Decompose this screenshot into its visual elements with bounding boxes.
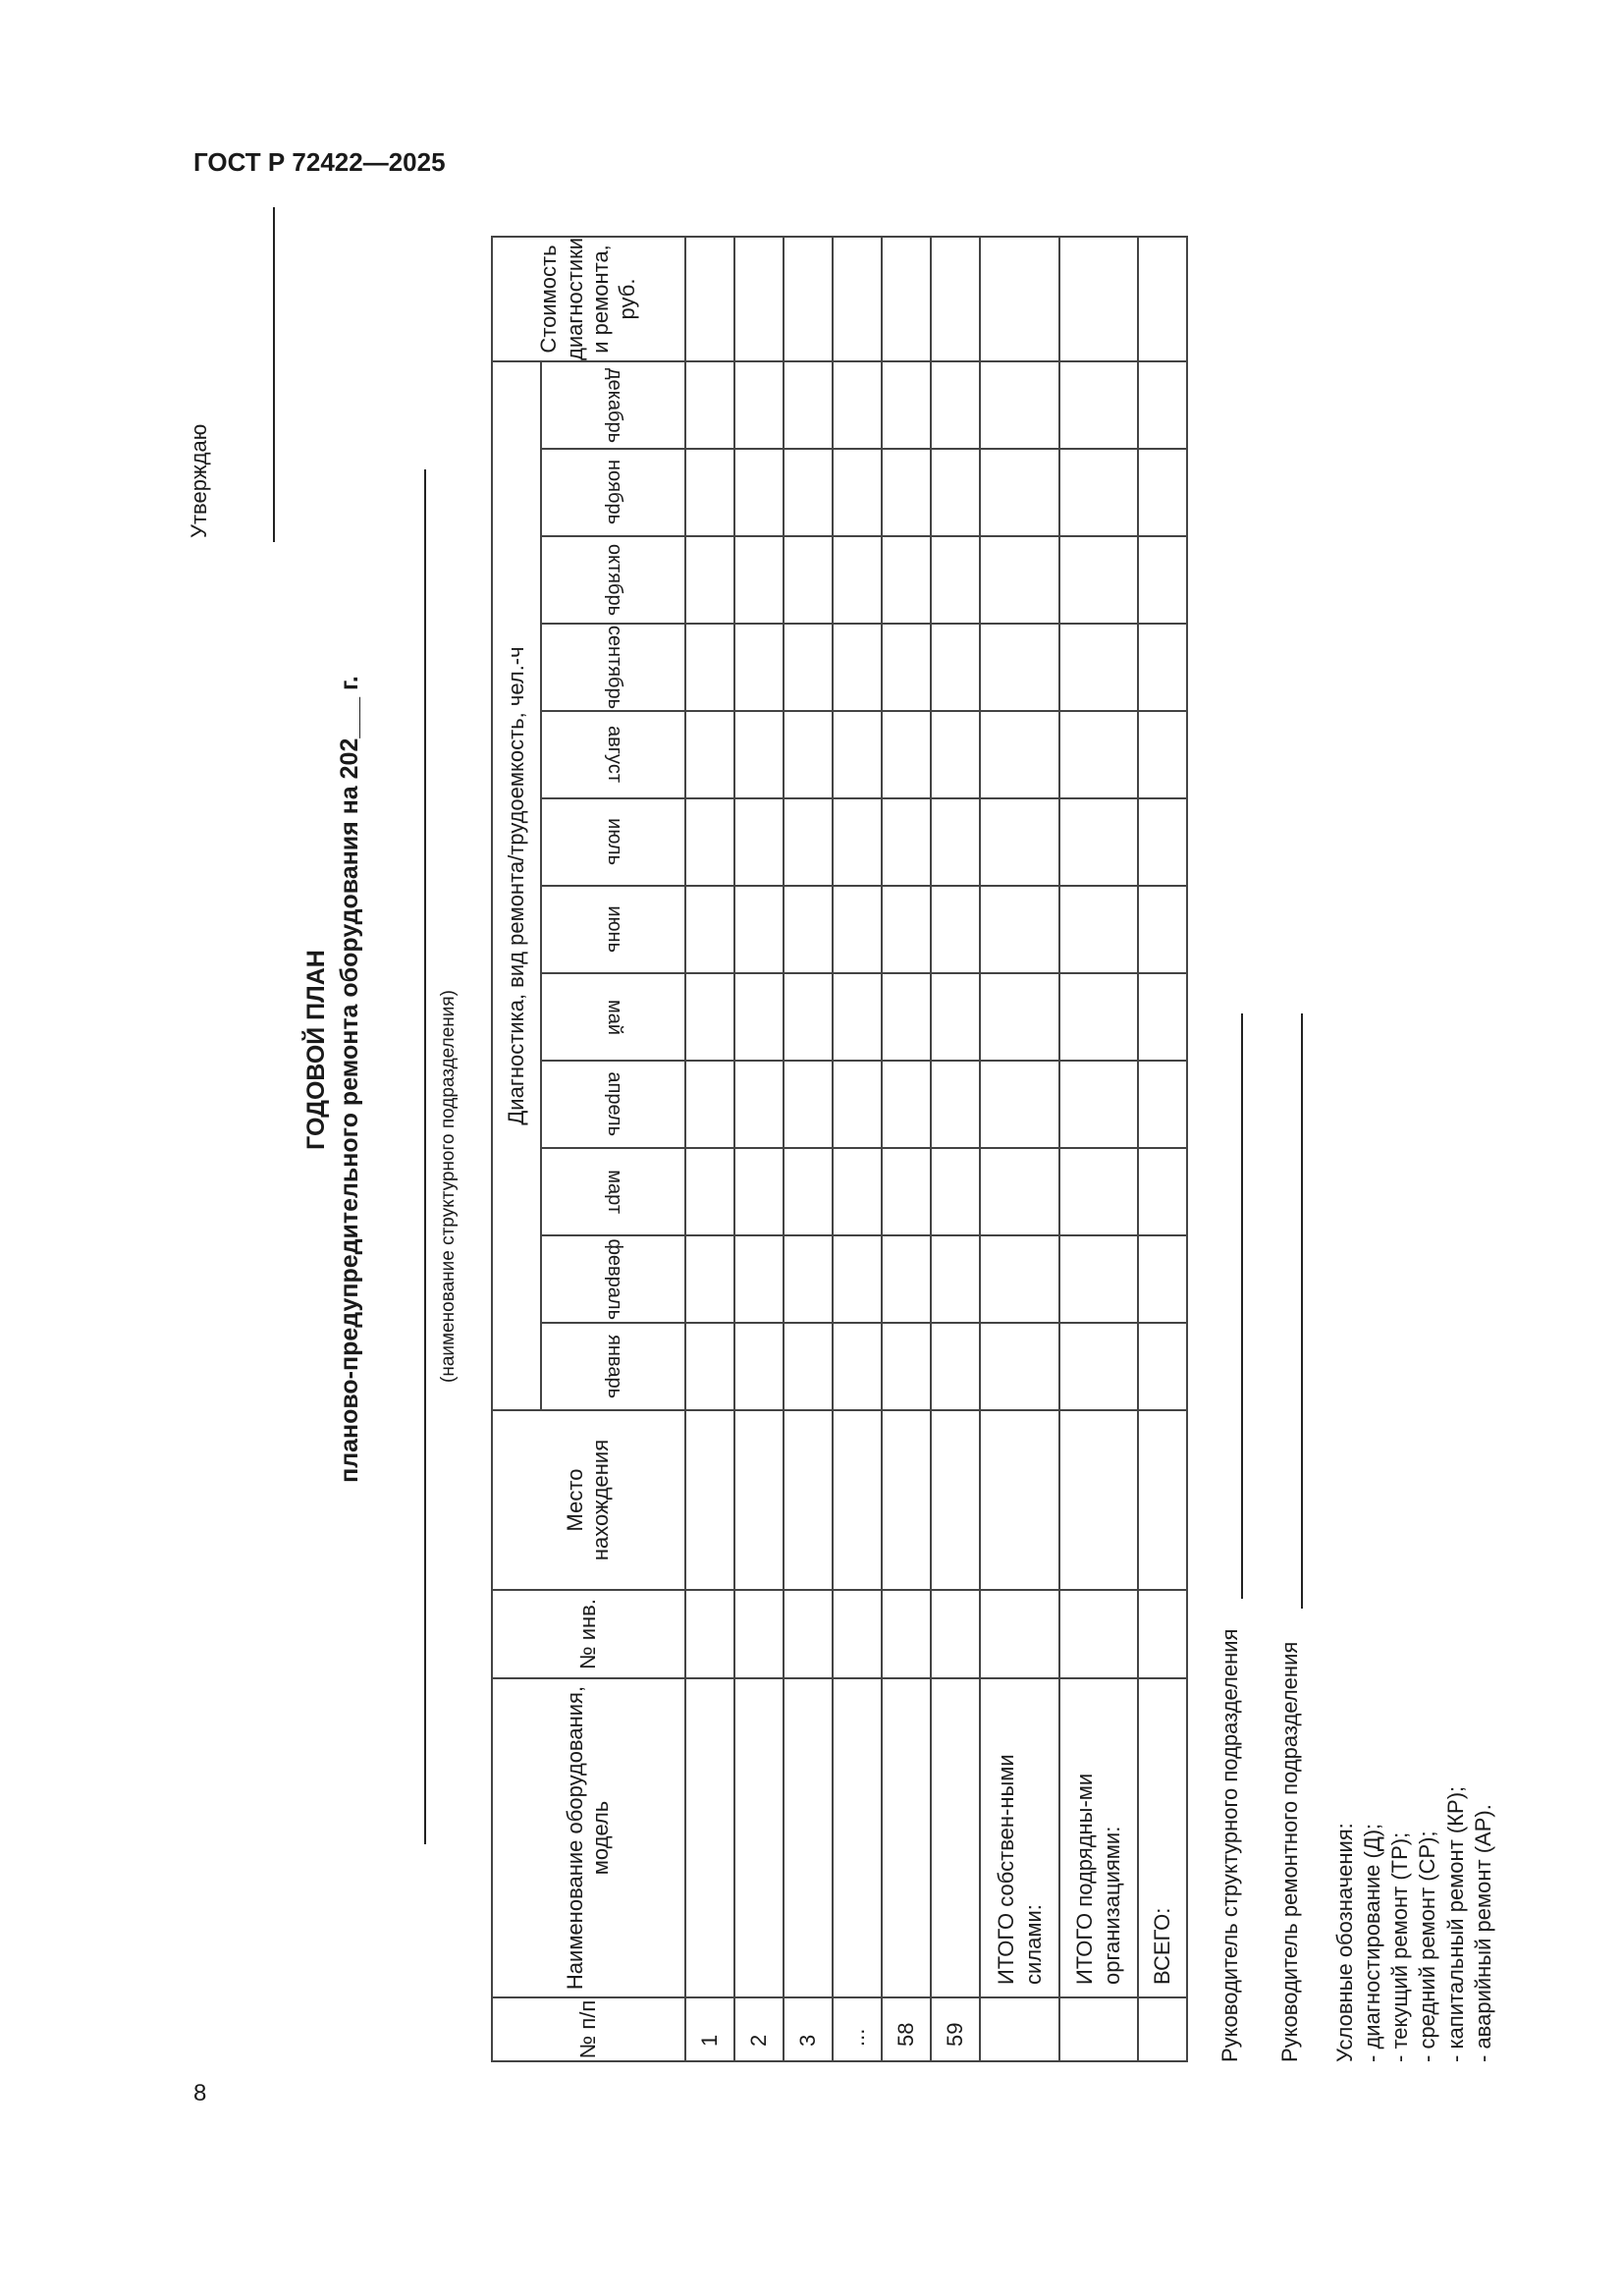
legend-item: - капитальный ремонт (КР);: [1442, 1785, 1468, 2062]
department-caption: (наименование структурного подразделения): [438, 990, 459, 1383]
table-row: [685, 237, 734, 2061]
header-place: Место нахождения: [492, 1410, 685, 1590]
month-jul: июль: [541, 798, 684, 886]
total-contract-label: ИТОГО подрядны-ми организациями:: [1059, 1678, 1138, 1997]
header-num: № п/п: [492, 1997, 685, 2061]
month-jan: январь: [541, 1323, 684, 1410]
signature-repair-label: Руководитель ремонтного подразделения: [1277, 1641, 1302, 2062]
header-inv: № инв.: [492, 1590, 685, 1678]
total-own-label: ИТОГО собствен-ными силами:: [980, 1678, 1058, 1997]
department-line: [424, 469, 426, 1844]
header-diagnostics: Диагностика, вид ремонта/трудоемкость, чел.-ч: [492, 361, 541, 1410]
page-number: 8: [193, 2080, 207, 2106]
row-number: 2: [734, 1997, 784, 2061]
total-all-row: [1138, 237, 1187, 2061]
table-row: [734, 237, 784, 2061]
header-equipment: Наименование оборудования, модель: [492, 1678, 685, 1997]
row-number: 3: [784, 1997, 833, 2061]
total-own-row: [980, 237, 1058, 2061]
month-oct: октябрь: [541, 536, 684, 624]
plan-subtitle: планово-предупредительного ремонта оборудования на 202___ г.: [336, 676, 363, 1483]
header-cost: Стоимость диагностики и ремонта, руб.: [492, 237, 685, 361]
approval-label: Утверждаю: [187, 423, 211, 538]
signature-structural-label: Руководитель структурного подразделения: [1217, 1628, 1242, 2062]
month-sep: сентябрь: [541, 624, 684, 711]
month-apr: апрель: [541, 1061, 684, 1148]
legend-item: - диагностирование (Д);: [1360, 1823, 1385, 2062]
approval-line: [273, 207, 275, 542]
row-number: 59: [931, 1997, 980, 2061]
legend-item: - текущий ремонт (ТР);: [1387, 1831, 1413, 2062]
table-row: [784, 237, 833, 2061]
plan-table: [491, 236, 1188, 2062]
table-row: [931, 237, 980, 2061]
table-row: [833, 237, 882, 2061]
legend: [1331, 1786, 1497, 2062]
plan-title: ГОДОВОЙ ПЛАН: [302, 950, 330, 1150]
month-feb: февраль: [541, 1235, 684, 1323]
row-number: 1: [685, 1997, 734, 2061]
month-aug: август: [541, 711, 684, 798]
month-mar: март: [541, 1148, 684, 1235]
signature-structural-line: [1241, 1013, 1243, 1599]
signature-repair-line: [1301, 1013, 1303, 1609]
total-all-label: ВСЕГО:: [1138, 1678, 1187, 1997]
month-may: май: [541, 973, 684, 1061]
standard-header: ГОСТ Р 72422—2025: [193, 147, 446, 177]
legend-item: - средний ремонт (СР);: [1415, 1831, 1440, 2062]
month-dec: декабрь: [541, 361, 684, 449]
table-row: [882, 237, 931, 2061]
month-jun: июнь: [541, 886, 684, 973]
total-contract-row: [1059, 237, 1138, 2061]
row-number: 58: [882, 1997, 931, 2061]
row-number: ...: [833, 1997, 882, 2061]
legend-title: Условные обозначения:: [1332, 1823, 1357, 2062]
month-nov: ноябрь: [541, 449, 684, 536]
legend-item: - аварийный ремонт (АР).: [1470, 1804, 1495, 2062]
